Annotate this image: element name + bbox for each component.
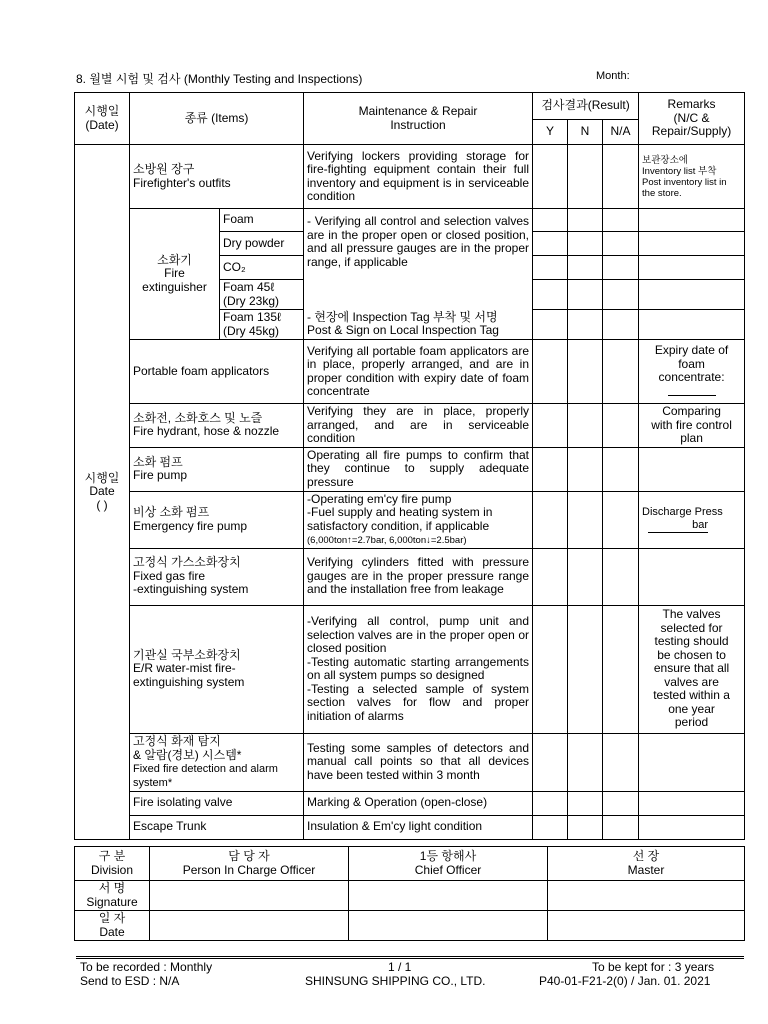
footer-company: SHINSUNG SHIPPING CO., LTD. [305,974,486,988]
item-fixed-gas: 고정식 가스소화장치 Fixed gas fire -extinguishing system [130,548,304,605]
instruction-extinguisher-tag: - 현장에 Inspection Tag 부착 및 서명 Post & Sign on Local Inspection Tag [304,310,533,340]
result-na-cell[interactable] [603,447,639,491]
item-escape-trunk: Escape Trunk [130,815,304,839]
item-detection-en: Fixed fire detection and alarm system* [133,763,278,789]
result-y-cell[interactable] [533,280,568,310]
month-label: Month: [596,70,630,82]
col-header-na: N/A [603,120,639,145]
result-y-cell[interactable] [533,145,568,209]
sig-division: 구 분 Division [75,847,150,881]
footer-kept: To be kept for : 3 years [592,960,715,974]
result-na-cell[interactable] [603,280,639,310]
col-header-result: 검사결과(Result) [533,93,639,120]
pressure-note: (6,000ton↑=2.7bar, 6,000ton↓=2.5bar) [307,535,467,546]
footer-send: Send to ESD : N/A [80,974,180,988]
col-header-instruction: Maintenance & Repair Instruction [304,93,533,145]
result-y-cell[interactable] [533,791,568,815]
item-extinguisher: 소화기 Fire extinguisher [130,209,220,340]
remarks-cell[interactable] [639,232,745,256]
result-na-cell[interactable] [603,232,639,256]
item-portable-foam: Portable foam applicators [130,340,304,404]
instruction-detection: Testing some samples of detectors and manual call points so that all devices have been tested within 3 month [304,733,533,791]
result-y-cell[interactable] [533,605,568,733]
result-y-cell[interactable] [533,340,568,404]
inspection-table [74,92,745,840]
result-na-cell[interactable] [603,791,639,815]
item-hydrant: 소화전, 소화호스 및 노즐 Fire hydrant, hose & nozzle [130,404,304,448]
extinguisher-type-foam: Foam [220,209,304,232]
result-na-cell[interactable] [603,340,639,404]
col-header-date: 시행일 (Date) [75,93,130,145]
remarks-cell[interactable] [639,815,745,839]
result-n-cell[interactable] [568,548,603,605]
result-n-cell[interactable] [568,815,603,839]
result-n-cell[interactable] [568,491,603,548]
result-y-cell[interactable] [533,256,568,280]
result-y-cell[interactable] [533,491,568,548]
result-n-cell[interactable] [568,310,603,340]
discharge-press-unit: bar [648,519,708,533]
date-field-chief[interactable] [349,911,548,941]
result-n-cell[interactable] [568,280,603,310]
footer-page: 1 / 1 [388,960,412,974]
item-emergency-pump: 비상 소화 펌프 Emergency fire pump [130,491,304,548]
result-n-cell[interactable] [568,145,603,209]
col-header-items: 종류 (Items) [130,93,304,145]
remarks-water-mist: The valves selected for testing should be chosen to ensure that all valves are tested within a one year period [639,605,745,733]
extinguisher-type-co2: CO₂ [220,256,304,280]
result-n-cell[interactable] [568,232,603,256]
remarks-cell[interactable] [639,256,745,280]
remarks-outfits: 보관장소에 Inventory list 부착 Post inventory list in the store. [639,145,745,209]
remarks-cell[interactable] [639,280,745,310]
remarks-cell[interactable] [639,548,745,605]
remarks-discharge-press: Discharge Press [642,506,723,518]
instruction-outfits: Verifying lockers providing storage for fire-fighting equipment contain their full inventory and equipment is in serviceable condition [304,145,533,209]
result-na-cell[interactable] [603,733,639,791]
result-n-cell[interactable] [568,733,603,791]
extinguisher-type-foam-45: Foam 45ℓ (Dry 23kg) [220,280,304,310]
result-n-cell[interactable] [568,605,603,733]
instruction-isolating-valve: Marking & Operation (open-close) [304,791,533,815]
result-n-cell[interactable] [568,256,603,280]
sig-date-label: 일 자 Date [75,911,150,941]
signature-field-master[interactable] [548,881,745,911]
signature-table [74,846,745,941]
instruction-portable-foam: Verifying all portable foam applicators are in place, properly arranged, and are in proper condition with expiry date of foam concentrate [304,340,533,404]
result-na-cell[interactable] [603,815,639,839]
result-y-cell[interactable] [533,232,568,256]
item-outfits: 소방원 장구 Firefighter's outfits [130,145,304,209]
result-na-cell[interactable] [603,404,639,448]
item-detection-ko: 고정식 화재 탐지 & 알람(경보) 시스템* [133,734,242,762]
instruction-fixed-gas: Verifying cylinders fitted with pressure gauges are in the proper pressure range and the installation free from leakage [304,548,533,605]
result-n-cell[interactable] [568,791,603,815]
result-na-cell[interactable] [603,310,639,340]
result-y-cell[interactable] [533,404,568,448]
instruction-fire-pump: Operating all fire pumps to confirm that they continue to supply adequate pressure [304,447,533,491]
footer-divider [76,956,744,957]
item-water-mist: 기관실 국부소화장치 E/R water-mist fire- extinguishing system [130,605,304,733]
result-na-cell[interactable] [603,548,639,605]
instruction-water-mist: -Verifying all control, pump unit and selection valves are in the proper open or closed position -Testing automatic starting arrangements on all system pumps so designed -Testing a selected sample of system section valves for flow and proper initiation of alarms [304,605,533,733]
footer-recorded: To be recorded : Monthly [80,960,213,974]
sig-person-in-charge: 담 당 자 Person In Charge Officer [150,847,349,881]
result-y-cell[interactable] [533,733,568,791]
instruction-escape-trunk: Insulation & Em'cy light condition [304,815,533,839]
remarks-cell[interactable] [639,447,745,491]
item-isolating-valve: Fire isolating valve [130,791,304,815]
col-header-n: N [568,120,603,145]
remarks-cell[interactable] [639,310,745,340]
instruction-hydrant: Verifying they are in place, properly arranged, and are in serviceable condition [304,404,533,448]
result-y-cell[interactable] [533,815,568,839]
sig-master: 선 장 Master [548,847,745,881]
date-cell: 시행일 Date ( ) [75,145,130,840]
remarks-cell[interactable] [639,733,745,791]
footer-divider [76,958,744,959]
result-na-cell[interactable] [603,491,639,548]
result-n-cell[interactable] [568,404,603,448]
extinguisher-type-foam-135: Foam 135ℓ (Dry 45kg) [220,310,304,340]
result-y-cell[interactable] [533,310,568,340]
remarks-portable-foam [639,340,745,404]
sig-chief-officer: 1등 항해사 Chief Officer [349,847,548,881]
item-detection [130,733,304,791]
result-n-cell[interactable] [568,340,603,404]
remarks-cell[interactable] [639,209,745,232]
result-y-cell[interactable] [533,548,568,605]
instruction-emergency-pump-text: -Operating em'cy fire pump -Fuel supply and heating system in satisfactory condition, if applicable [307,491,493,533]
remarks-hydrant: Comparing with fire control plan [639,404,745,448]
remarks-cell[interactable] [639,791,745,815]
signature-field-pic[interactable] [150,881,349,911]
result-na-cell[interactable] [603,209,639,232]
date-field-master[interactable] [548,911,745,941]
result-n-cell[interactable] [568,209,603,232]
extinguisher-type-dry-powder: Dry powder [220,232,304,256]
signature-field-chief[interactable] [349,881,548,911]
expiry-date-blank[interactable] [668,385,716,396]
result-na-cell[interactable] [603,256,639,280]
remarks-portable-foam-text: Expiry date of foam concentrate: [654,343,729,384]
col-header-remarks: Remarks (N/C & Repair/Supply) [639,93,745,145]
section-heading: 8. 월별 시험 및 검사 (Monthly Testing and Inspections) [76,72,363,86]
instruction-emergency-pump [304,491,533,548]
result-n-cell[interactable] [568,447,603,491]
sig-signature-label: 서 명 Signature [75,881,150,911]
result-y-cell[interactable] [533,447,568,491]
instruction-extinguisher: - Verifying all control and selection valves are in the proper open or closed position, and all pressure gauges are in the proper range, if applicable [304,209,533,310]
col-header-y: Y [533,120,568,145]
result-y-cell[interactable] [533,209,568,232]
date-field-pic[interactable] [150,911,349,941]
result-na-cell[interactable] [603,605,639,733]
item-fire-pump: 소화 펌프 Fire pump [130,447,304,491]
footer-code: P40-01-F21-2(0) / Jan. 01. 2021 [539,974,711,988]
remarks-emergency-pump [639,491,745,548]
result-na-cell[interactable] [603,145,639,209]
